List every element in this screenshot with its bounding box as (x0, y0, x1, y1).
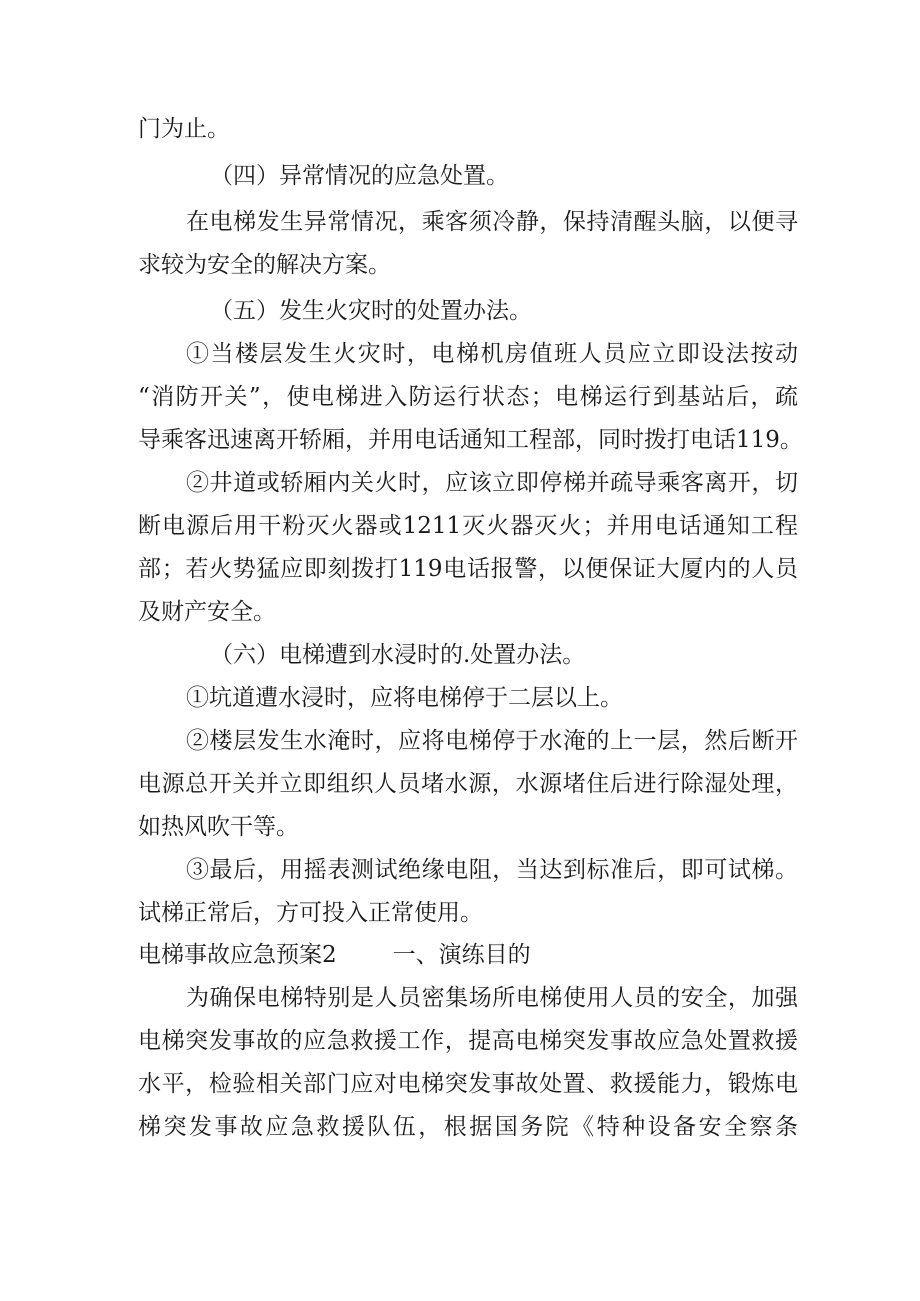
paragraph-line: 如热风吹干等。 (138, 814, 299, 840)
paragraph-line: ①坑道遭水浸时，应将电梯停于二层以上。 (186, 685, 623, 711)
document-heading (138, 933, 798, 977)
paragraph-line: 部；若火势猛应即刻拨打119电话报警，以便保证大厦内的人员 (138, 556, 798, 582)
paragraph-line: 断电源后用干粉灭火器或1211灭火器灭火；并用电话通知工程 (138, 513, 798, 539)
paragraph-line: 梯突发事故应急救援队伍，根据国务院《特种设备安全察条 (138, 1114, 798, 1140)
paragraph-line: 在电梯发生异常情况，乘客须冷静，保持清醒头脑，以便寻 (186, 209, 798, 235)
paragraph-line: 电梯突发事故的应急救援工作，提高电梯突发事故应急处置救援 (138, 1028, 798, 1054)
paragraph-line: 求较为安全的解决方案。 (138, 252, 391, 278)
paragraph-line: ①当楼层发生火灾时，电梯机房值班人员应立即设法按动 (186, 341, 798, 367)
section-heading-4: （四）异常情况的应急处置。 (210, 163, 509, 189)
paragraph-line: 水平，检验相关部门应对电梯突发事故处置、救援能力，锻炼电 (138, 1071, 798, 1097)
paragraph-line: ②井道或轿厢内关火时，应该立即停梯并疏导乘客离开，切 (186, 470, 798, 496)
paragraph-line: ②楼层发生水淹时，应将电梯停于水淹的上一层，然后断开 (186, 728, 798, 754)
paragraph-line: 门为止。 (138, 116, 230, 142)
paragraph-line: ③最后，用摇表测试绝缘电阻，当达到标准后，即可试梯。 (186, 857, 798, 883)
paragraph-line: 导乘客迅速离开轿厢，并用电话通知工程部，同时拨打电话119。 (138, 427, 803, 453)
section-heading-1: 一、演练目的 (392, 942, 531, 968)
paragraph-line: 及财产安全。 (138, 599, 276, 625)
section-heading-5: （五）发生火灾时的处置办法。 (210, 298, 532, 324)
paragraph-line: 为确保电梯特别是人员密集场所电梯使用人员的安全，加强 (186, 985, 798, 1011)
paragraph-line: 试梯正常后，方可投入正常使用。 (138, 900, 483, 926)
paragraph-line: 电源总开关并立即组织人员堵水源，水源堵住后进行除湿处理， (138, 771, 798, 797)
document-title: 电梯事故应急预案2 (138, 942, 337, 968)
paragraph-line: “消防开关”，使电梯进入防运行状态；电梯运行到基站后，疏 (138, 384, 798, 410)
section-heading-6: （六）电梯遭到水浸时的.处置办法。 (210, 642, 586, 668)
